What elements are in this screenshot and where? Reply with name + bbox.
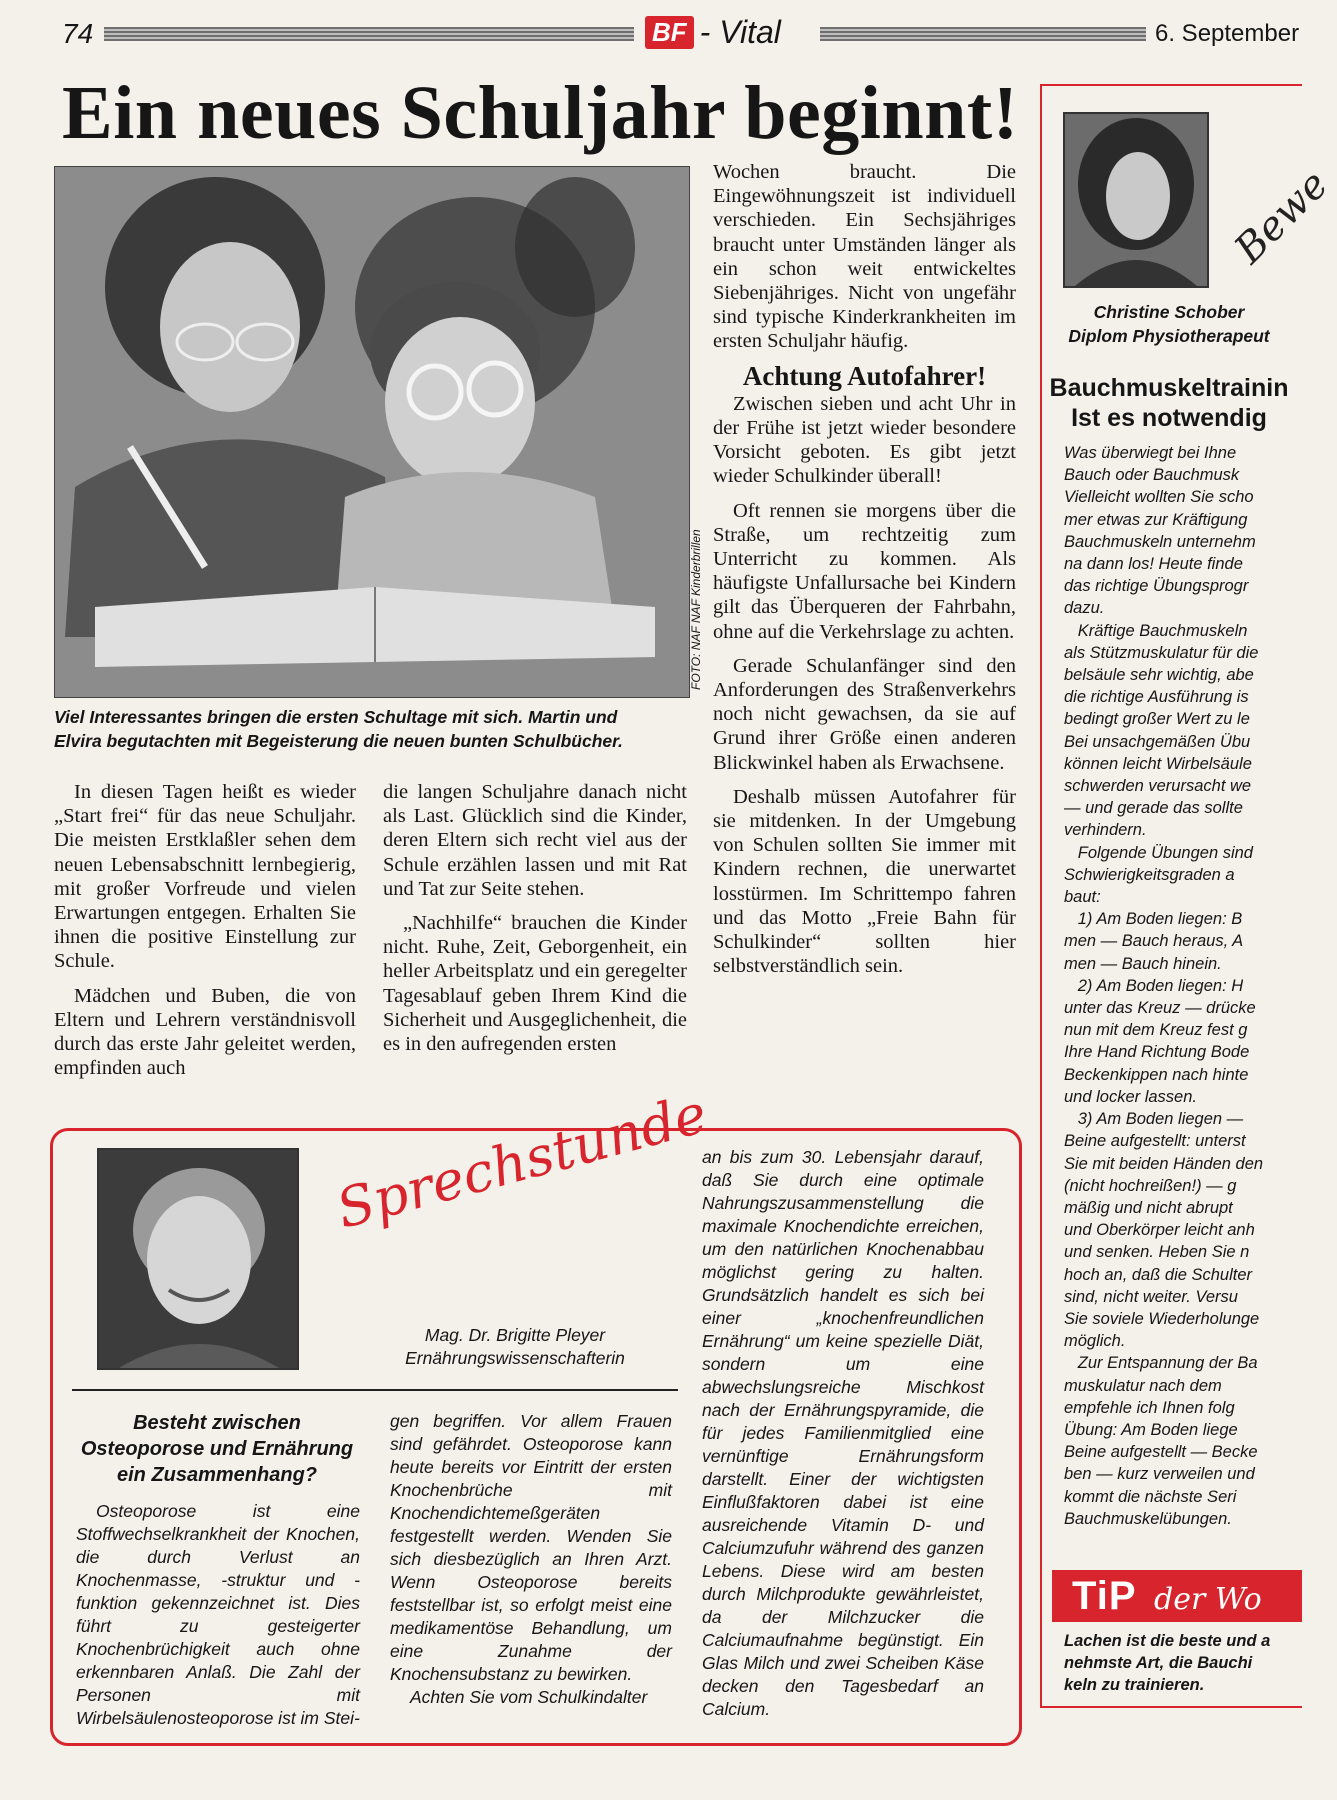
sidebar-line: Bauchmuskeln unternehm	[1064, 532, 1256, 551]
paragraph: In diesen Tagen heißt es wieder „Start frei“ für das neue Schuljahr. Die meisten Erstklaßler sehen dem neuen Lebensabschnitt lernbegierig, mit großer Vorfreude und vielen Erwartungen entgegen. Erhalten Sie ihnen die positive Einstellung zur Schule.	[54, 781, 356, 973]
divider	[72, 1389, 678, 1391]
sidebar-line: baut:	[1064, 888, 1101, 907]
caption-line: Viel Interessantes bringen die ersten Schultage mit sich. Martin und	[54, 707, 618, 727]
sidebar-line: schwerden verursacht we	[1064, 777, 1252, 796]
sidebar-line: und senken. Heben Sie n	[1064, 1243, 1250, 1262]
sidebar-line: sind, nicht weiter. Versu	[1064, 1287, 1238, 1306]
rotated-heading: Bewe	[1226, 161, 1337, 273]
sidebar-line: bedingt großer Wert zu le	[1064, 710, 1250, 729]
sidebar-line: verhindern.	[1064, 821, 1147, 840]
expert-portrait	[97, 1148, 299, 1370]
author-credit	[1044, 300, 1294, 348]
subheading: Achtung Autofahrer!	[742, 360, 987, 391]
sidebar-line: Sie mit beiden Händen den	[1064, 1154, 1264, 1173]
issue-date: 6. September	[1155, 20, 1300, 47]
sidebar-line: na dann los! Heute finde	[1064, 555, 1243, 574]
sidebar-line: Bei unsachgemäßen Übu	[1064, 732, 1251, 751]
article-column-2	[383, 780, 687, 1066]
bf-logo: BF	[645, 16, 694, 49]
sidebar-line: belsäule sehr wichtig, abe	[1064, 666, 1254, 685]
sidebar-line: muskulatur nach dem	[1064, 1376, 1222, 1395]
sidebar-line: ben — kurz verweilen und	[1064, 1465, 1255, 1484]
sidebar-line: hoch an, daß die Schulter	[1064, 1265, 1253, 1284]
sidebar-line: Folgende Übungen sind	[1064, 843, 1253, 862]
sidebar-line: möglich.	[1064, 1332, 1126, 1351]
sidebar-line: Bauch oder Bauchmusk	[1064, 466, 1240, 485]
sidebar-line: und Oberkörper leicht anh	[1064, 1221, 1255, 1240]
answer-column-2	[390, 1410, 672, 1709]
paragraph: Deshalb müssen Autofahrer für sie mitdenken. In der Umgebung von Schulen sollten Sie immer mit Kindern rechnen, die unerwartet losstürmen. Im Schrittempo fahren und das Motto „Freie Bahn für Schulkinder“ sollten hier selbstverständlich sein.	[713, 785, 1016, 978]
article-column-1	[54, 780, 356, 1090]
sidebar-line: Vielleicht wollten Sie scho	[1064, 488, 1254, 507]
tip-line: keln zu trainieren.	[1064, 1676, 1205, 1694]
sidebar-line: Schwierigkeitsgraden a	[1064, 865, 1235, 884]
sidebar-line: Beine aufgestellt — Becke	[1064, 1443, 1258, 1462]
sidebar-line: können leicht Wirbelsäule	[1064, 754, 1252, 773]
tip-banner	[1052, 1570, 1302, 1622]
answer-column-3	[702, 1146, 984, 1721]
sidebar-line: men — Bauch hinein.	[1064, 954, 1222, 973]
headline: Ein neues Schuljahr beginnt!	[62, 71, 1019, 155]
sidebar-line: 2) Am Boden liegen: H	[1064, 976, 1244, 995]
paragraph: Wochen braucht. Die Eingewöhnungszeit ist individuell verschieden. Ein Sechsjähriges braucht unter Umständen länger als ein schon weit entwickeltes Siebenjähriges. Nicht von ungefähr sind typische Kinderkrankheiten im ersten Schuljahr häufig.	[713, 161, 1016, 353]
sidebar-line: Sie soviele Wiederholunge	[1064, 1309, 1260, 1328]
paragraph: „Nachhilfe“ brauchen die Kinder nicht. Ruhe, Zeit, Geborgenheit, ein heller Arbeitsplatz und ein geregelter Tagesablauf geben Ihrem Kind die Sicherheit und Ausgeglichenheit, die es in den aufregenden ersten	[383, 912, 687, 1056]
sidebar-line: Zur Entspannung der Ba	[1064, 1354, 1258, 1373]
question-heading: Besteht zwischen Osteoporose und Ernährung ein Zusammenhang?	[80, 1412, 354, 1486]
sidebar-line: als Stützmuskulatur für die	[1064, 643, 1259, 662]
children-reading-illustration	[55, 167, 689, 697]
portrait-illustration	[1065, 114, 1207, 286]
sidebar-line: dazu.	[1064, 599, 1105, 618]
header-rule-right	[820, 27, 1146, 41]
tip-label: TiP	[1072, 1574, 1137, 1618]
author-title: Diplom Physiotherapeut	[1068, 326, 1270, 346]
section-logo	[645, 14, 781, 51]
page-number: 74	[62, 18, 94, 49]
sidebar-line: das richtige Übungsprogr	[1064, 577, 1249, 596]
sidebar-line: mäßig und nicht abrupt	[1064, 1198, 1233, 1217]
paragraph: Mädchen und Buben, die von Eltern und Lehrern verständnisvoll durch das erste Jahr geleitet werden, empfinden auch	[54, 984, 356, 1080]
sidebar-line: Kräftige Bauchmuskeln	[1064, 621, 1248, 640]
paragraph: die langen Schuljahre danach nicht als Last. Glücklich sind die Kinder, deren Eltern sich recht viel aus der Schule erzählen lassen und mit Rat und Tat zur Seite stehen.	[383, 781, 687, 900]
paragraph: Gerade Schulanfänger sind den Anforderungen des Straßenverkehrs noch nicht gewachsen, da sie auf Grund ihrer Größe einen anderen Blickwinkel haben als Erwachsene.	[713, 654, 1016, 774]
article-column-3	[713, 160, 1016, 989]
sidebar-line: unter das Kreuz — drücke	[1064, 999, 1256, 1018]
sidebar-line: und locker lassen.	[1064, 1087, 1197, 1106]
paragraph: gen begriffen. Vor allem Frauen sind gefährdet. Osteoporose kann heute bereits vor Eintritt der ersten Knochenbrüche mit Knochendichtemeßgeräten festgestellt werden. Wenden Sie sich diesbezüglich an Ihren Arzt. Wenn Osteoporose bereits feststellbar ist, so erfolgt meist eine medikamentöse Behandlung, um eine Zunahme der Knochensubstanz zu bewirken.	[390, 1411, 672, 1684]
sidebar-line: empfehle ich Ihnen folg	[1064, 1398, 1235, 1417]
tip-line: nehmste Art, die Bauchi	[1064, 1654, 1253, 1672]
photo-credit: FOTO: NAF NAF Kinderbrillen	[689, 529, 703, 690]
sidebar-line: Übung: Am Boden liege	[1064, 1420, 1238, 1439]
expert-credit	[360, 1324, 670, 1370]
paragraph: Osteoporose ist eine Stoffwechselkrankheit der Knochen, die durch Verlust an Knochenmasse, -struktur und -funktion gekennzeichnet ist. Dies führt zu gesteigerter Knochenbrüchigkeit auch ohne erkennbaren Anlaß. Die Zahl der Personen mit Wirbelsäulenosteoporose ist im Stei-	[76, 1501, 360, 1728]
paragraph: Oft rennen sie morgens über die Straße, um rechtzeitig zum Unterricht zu kommen. Als häufigste Unfallursache bei Kindern gilt das Überqueren der Fahrbahn, ohne auf die Verkehrslage zu achten.	[713, 499, 1016, 643]
sidebar-body	[1064, 442, 1296, 1530]
author-name: Christine Schober	[1093, 302, 1245, 322]
answer-column-1	[76, 1500, 360, 1730]
sidebar-line: kommt die nächste Seri	[1064, 1487, 1237, 1506]
sidebar-line: Beine aufgestellt: unterst	[1064, 1132, 1246, 1151]
sidebar-title-line: Ist es notwendig	[1071, 404, 1267, 432]
paragraph: an bis zum 30. Lebensjahr darauf, daß Sie durch eine optimale Nahrungszusammenstellung die maximale Knochendichte erreichen, um den natürlichen Knochenabbau möglichst gering zu halten. Grundsätzlich handelt es sich bei einer „knochenfreundlichen Ernährung“ um keine spezielle Diät, sondern um eine abwechslungsreiche Mischkost nach der Ernährungspyramide, die für jedes Familienmitglied eine vernünftige Ernährungsform darstellt. Einer der wichtigsten Einflußfaktoren dabei ist eine ausreichende Vitamin D- und Calciumzufuhr während des ganzen Lebens. Diese wird am besten durch Milchprodukte gewährleistet, da der Milchzucker die Calciumaufnahme begünstigt. Ein Glas Milch und zwei Scheiben Käse decken den Tagesbedarf an Calcium.	[702, 1147, 984, 1719]
paragraph: Zwischen sieben und acht Uhr in der Frühe ist jetzt wieder besondere Vorsicht geboten. Es gibt jetzt wieder Schulkinder überall!	[713, 392, 1016, 488]
section-name: - Vital	[699, 14, 781, 50]
tip-label-rest: der Wo	[1154, 1582, 1262, 1617]
header-rule-left	[104, 27, 634, 41]
sidebar-line: Was überwiegt bei Ihne	[1064, 444, 1237, 462]
sidebar-line: 1) Am Boden liegen: B	[1064, 910, 1243, 929]
sidebar-line: nun mit dem Kreuz fest g	[1064, 1021, 1248, 1040]
author-portrait	[1063, 112, 1209, 288]
paragraph: Achten Sie vom Schulkindalter	[410, 1687, 648, 1707]
sidebar-title-line: Bauchmuskeltrainin	[1049, 374, 1289, 402]
expert-name: Mag. Dr. Brigitte Pleyer	[424, 1325, 606, 1345]
sidebar-line: Beckenkippen nach hinte	[1064, 1065, 1249, 1084]
photo-caption	[54, 705, 694, 753]
sidebar-line: Bauchmuskelübungen.	[1064, 1509, 1232, 1528]
caption-line: Elvira begutachten mit Begeisterung die neuen bunten Schulbücher.	[54, 731, 623, 751]
expert-title: Ernährungswissenschafterin	[405, 1348, 625, 1368]
sidebar-line: mer etwas zur Kräftigung	[1064, 510, 1248, 529]
sidebar-line: — und gerade das sollte	[1064, 799, 1243, 818]
sidebar-line: (nicht hochreißen!) — g	[1064, 1176, 1237, 1195]
sidebar-line: men — Bauch heraus, A	[1064, 932, 1244, 951]
article-photo	[54, 166, 690, 698]
sidebar-line: die richtige Ausführung is	[1064, 688, 1249, 707]
sidebar-line: 3) Am Boden liegen —	[1064, 1110, 1244, 1129]
sidebar-line: Ihre Hand Richtung Bode	[1064, 1043, 1250, 1062]
portrait-illustration	[99, 1150, 297, 1368]
tip-text	[1064, 1630, 1296, 1696]
sprechstunde-title: Sprechstunde	[330, 1081, 714, 1241]
sidebar-title	[1044, 373, 1294, 433]
tip-line: Lachen ist die beste und a	[1064, 1632, 1271, 1650]
